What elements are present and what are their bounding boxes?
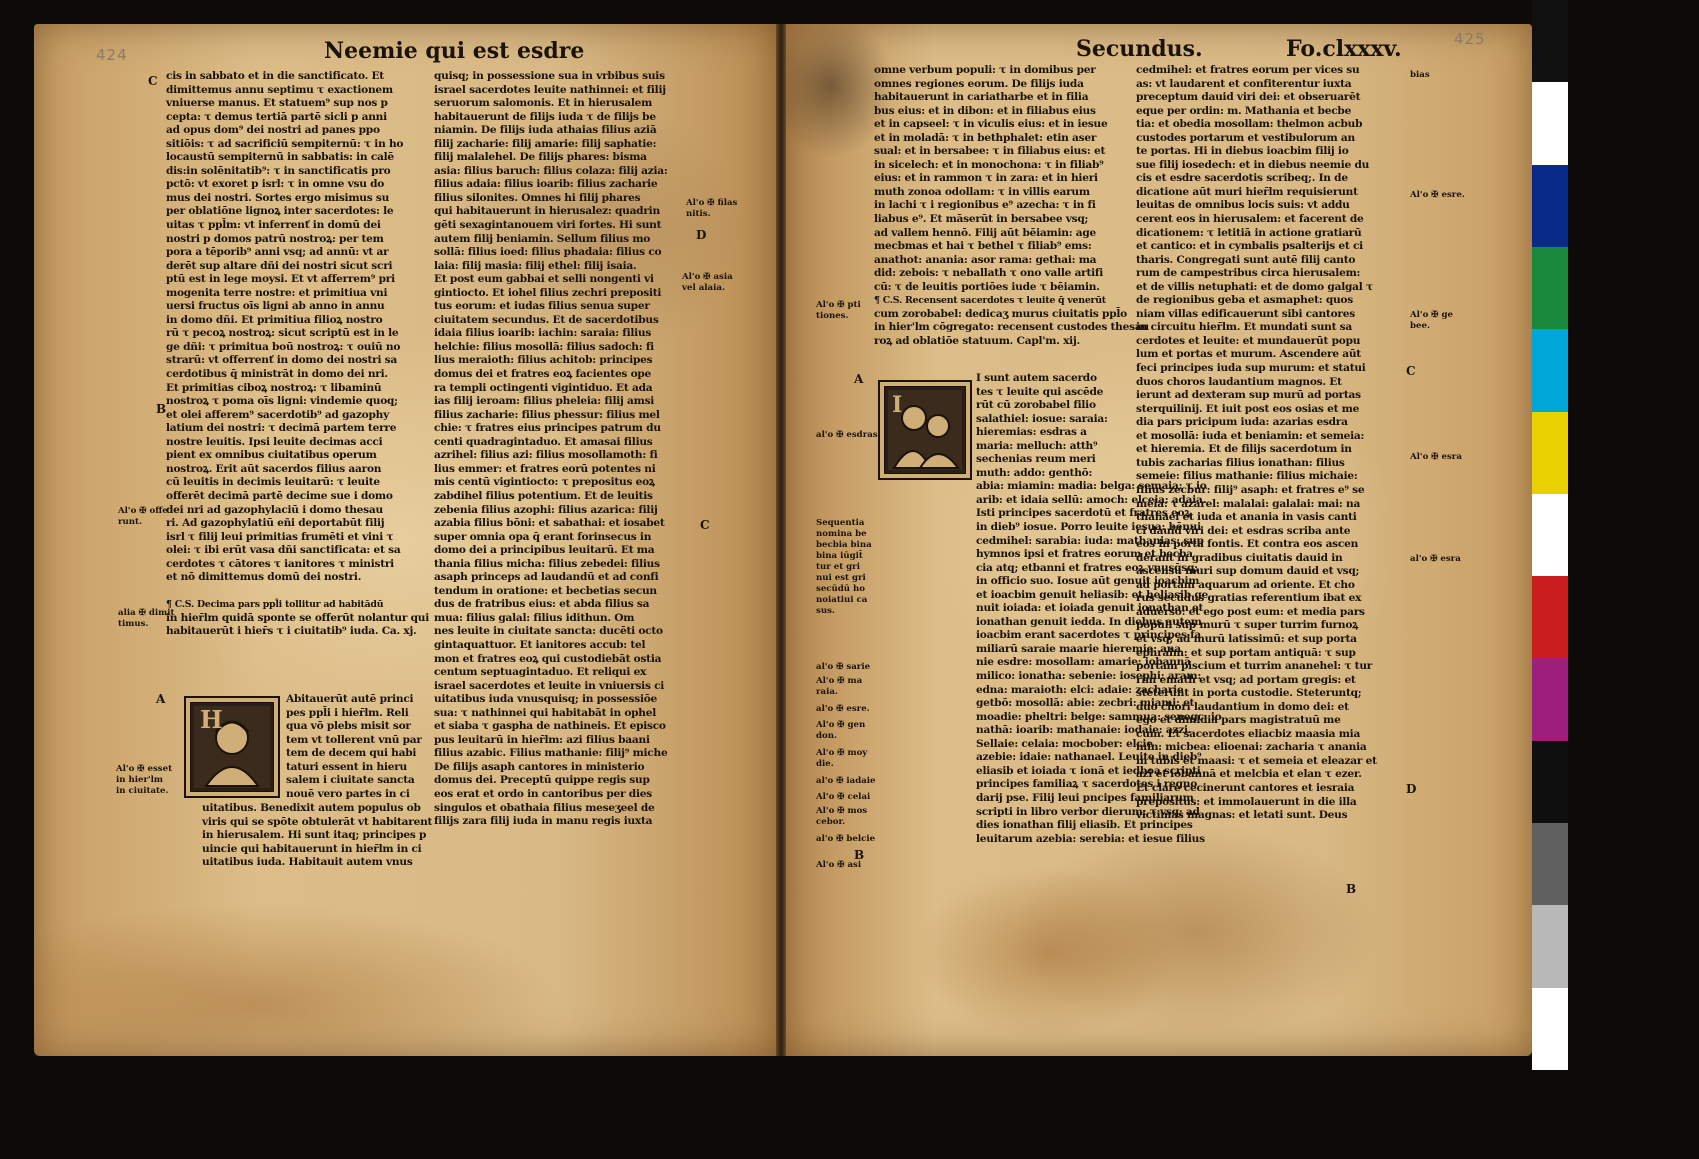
text-line: hieremias: esdras a <box>976 426 1087 439</box>
text-line: tem vt tollerent vnū par <box>286 733 422 746</box>
margin-note-right-13: Al'o ✠ asi <box>816 860 862 870</box>
text-line: steterunt in porta custodie. Steteruntq; <box>1136 687 1362 700</box>
text-line: Et clare cecinerunt cantores et iesraia <box>1136 781 1355 794</box>
text-line: isrl τ filij leui primitias frumēti et vini τ <box>166 530 394 543</box>
text-line: thania filius micha: filius zebedei: filius <box>434 557 660 570</box>
text-line: israel sacerdotes leuite nathinnei: et filij <box>434 83 666 96</box>
margin-note-right-7: Al'o ✠ gen don. <box>816 720 866 741</box>
color-swatch <box>1532 988 1568 1070</box>
text-line: nathā: ioarib: mathanaie: iodaie: azzi. <box>976 724 1192 737</box>
text-line: niamin. De filijs iuda athaias filius aziā <box>434 124 657 137</box>
margin-note-left-5: Al'o ✠ esset in hier'lm in ciuitate. <box>116 764 173 796</box>
text-line: aduerso: et ego post eum: et media pars <box>1136 605 1365 618</box>
color-calibration-strip <box>1532 0 1568 1070</box>
margin-note-left-1: Al'o ✠ filas nitis. <box>686 198 738 219</box>
text-line: tubis zacharias filius ionathan: filius <box>1136 456 1345 469</box>
text-line: ¶ C.S. Decima pars ppl̄i tollitur ad habitādū <box>166 599 384 611</box>
woodcut-figures-icon <box>880 382 970 478</box>
color-swatch <box>1532 905 1568 987</box>
text-line: principes familiaꝝ τ sacerdotes i regno <box>976 778 1198 791</box>
text-line: domo dei a principibus leuitarū. Et ma <box>434 544 655 557</box>
text-line: cedmihel: sarabia: iuda: mathanias: sup <box>976 534 1204 547</box>
text-line: habitauerūt i hier̄s τ i ciuitatib⁹ iuda. Ca. xj. <box>166 625 417 638</box>
text-line: et in capseel: τ in viculis eius: et in iesue <box>874 118 1108 131</box>
text-line: latium dei nostri: τ decimā partem terre <box>166 422 397 435</box>
text-line: nouē vero partes in ci <box>286 787 410 800</box>
margin-note-right-6: al'o ✠ esre. <box>816 704 870 714</box>
section-letter: A <box>156 692 166 706</box>
text-line <box>166 585 430 599</box>
text-line: liabus e⁹. Et māserūt in bersabee vsq; <box>874 213 1089 226</box>
text-line: qua vō plebs misit sor <box>286 720 411 733</box>
text-line: centi quadragintaduo. Et amasai filius <box>434 435 653 448</box>
text-line: rim emath et vsq; ad portam gregis: et <box>1136 673 1356 686</box>
color-swatch <box>1532 576 1568 658</box>
section-letter: D <box>1406 782 1417 796</box>
text-line: lius emmer: et fratres eorū potentes ni <box>434 462 656 475</box>
margin-note-right-3: Sequentia nomina be becbia bina bina iūgit̄ tur et gri nui est gri secūdū ho noiatiui ca sus. <box>816 518 872 616</box>
text-line: de regionibus geba et asmaphet: quos <box>1136 294 1353 307</box>
book-spread <box>34 24 1532 1056</box>
text-line: ioacbim erant sacerdotes τ principes fa <box>976 629 1202 642</box>
text-line: cerdotes τ cātores τ ianitores τ ministri <box>166 557 394 570</box>
text-line: prepositus: et immolauerunt in die illa <box>1136 795 1357 808</box>
text-line: dis:in solēnitatib⁹: τ in sanctificatis pro <box>166 164 391 177</box>
text-line: miliarū saraie maarie hieremie: ana <box>976 642 1181 655</box>
text-line: as: vt laudarent et confiterentur iuxta <box>1136 77 1352 90</box>
text-line: et mosollā: iuda et beniamin: et semeia: <box>1136 429 1365 442</box>
text-line: nostri p domos patrū nostroꝝ: per tem <box>166 232 384 245</box>
text-line: in dieb⁹ iosue. Porro leuite iesua: bēnui <box>976 521 1201 534</box>
text-line: Et primitias ciboꝝ nostroꝝ: τ libaminū <box>166 381 382 394</box>
text-line: muth zonoa odollam: τ in villis earum <box>874 185 1090 198</box>
left-column-1-after-woodcut <box>202 802 438 882</box>
text-line: tem de decem qui habi <box>286 747 417 760</box>
text-line: israel sacerdotes et leuite in vniuersis ci <box>434 679 665 692</box>
book-gutter <box>776 24 786 1056</box>
margin-note-right-4: al'o ✠ sarie <box>816 662 871 672</box>
color-swatch <box>1532 823 1568 905</box>
text-line: Isti principes sacerdotū et fratres eoꝝ <box>976 507 1191 520</box>
text-line: sue filij iosedech: et in diebus neemie du <box>1136 158 1370 171</box>
color-swatch <box>1532 82 1568 164</box>
text-line: pient ex omnibus ciuitatibus operum <box>166 449 377 462</box>
text-line: et nō dimittemus domū dei nostri. <box>166 571 362 584</box>
folio-pencil-number-right: 425 <box>1454 30 1486 48</box>
text-line: ascensu muri sup domum dauid et vsq; <box>1136 565 1360 578</box>
text-line: filius silonites. Omnes hi filij phares <box>434 191 641 204</box>
text-line: eius: et in rammon τ in zara: et in hieri <box>874 172 1098 185</box>
text-line: pes ppl̄i i hier̄lm. Reli <box>286 706 409 719</box>
running-head-right-title: Secundus. <box>1076 36 1203 62</box>
text-line: helchie: filius mosollā: filius sadoch: fi <box>434 340 654 353</box>
text-line: omne verbum populi: τ in domibus per <box>874 64 1096 76</box>
margin-note-right-2: al'o ✠ esdras <box>816 430 878 440</box>
left-page <box>34 24 776 1056</box>
text-line: gēti sexagintanouem viri fortes. Hi sunt <box>434 219 662 232</box>
text-line: rūt cū zorobabel filio <box>976 399 1096 412</box>
text-line: did: zebois: τ neballath τ ono valle artifi <box>874 267 1104 280</box>
woodcut-initial-i <box>878 380 972 480</box>
text-line: eos in porta fontis. Et contra eos ascen <box>1136 538 1359 551</box>
text-line: portam piscium et turrim ananehel: τ tur <box>1136 660 1373 673</box>
svg-text:I: I <box>892 392 903 418</box>
text-line: hymnos ipsi et fratres eorum et becba <box>976 548 1193 561</box>
text-line: min: micbea: elioenai: zacharia τ anania <box>1136 741 1367 754</box>
text-line: et siaba τ gaspha de nathineis. Et episco <box>434 720 666 733</box>
text-line: sterquilinij. Et iuit post eos osias et me <box>1136 402 1360 415</box>
text-line: salem i ciuitate sancta <box>286 774 415 787</box>
text-line: et in moladā: τ in bethphalet: etin aser <box>874 131 1097 144</box>
text-line: sua: τ nathinnei qui habitabāt in ophel <box>434 706 657 719</box>
text-line: eque per ordin: m. Mathania et becbe <box>1136 104 1352 117</box>
section-letter: B <box>854 848 865 862</box>
text-line: in lachi τ i regionibus e⁹ azecha: τ in fi <box>874 199 1096 212</box>
text-line: quisq; in possessione sua in vrbibus suis <box>434 70 665 82</box>
text-line: filij malalehel. De filijs phares: bisma <box>434 151 647 164</box>
margin-note-right-outer-5: al'o ✠ esra <box>1410 554 1461 564</box>
text-line: mogenita terre nostre: et primitiua vni <box>166 286 388 299</box>
color-swatch <box>1532 494 1568 576</box>
text-line: locaustū sempiternū in sabbatis: in calē <box>166 151 394 164</box>
right-column-1-after-woodcut <box>976 372 1222 972</box>
left-column-2 <box>434 70 694 890</box>
text-line: dia pars pricipum iuda: azarias esdra <box>1136 416 1348 429</box>
text-line: rus secūdus gratias referentium ibat ex <box>1136 592 1362 605</box>
text-line: ad portam aquarum ad oriente. Et cho <box>1136 578 1355 591</box>
text-line: mus dei nostri. Sortes ergo misimus su <box>166 191 390 204</box>
text-line: uincie qui habitauerunt in hier̄lm in ci <box>202 842 422 855</box>
text-line: nuit ioiada: et ioiada genuit ionathan et <box>976 602 1204 615</box>
text-line: olei: τ ibi erūt vasa dñi sanctificata: et sa <box>166 544 401 557</box>
text-line: azebie: idaie: nathanael. Leuite in dieb⁹ <box>976 751 1202 764</box>
text-line: nostroꝝ τ poma oīs ligni: vindemie quoq; <box>166 395 398 408</box>
text-line: populi sup murū τ super turrim furnoꝝ <box>1136 619 1359 632</box>
text-line: ephraim: et sup portam antiquā: τ sup <box>1136 646 1356 659</box>
text-line: sual: et in bersabee: τ in filiabus eius: et <box>874 145 1106 158</box>
text-line: tendum in oratione: et becbetias secun <box>434 584 657 597</box>
text-line: zebenia filius azophi: filius azarica: filij <box>434 503 658 516</box>
section-letter: C <box>700 518 710 532</box>
text-line: et olei afferem⁹ sacerdotib⁹ ad gazophy <box>166 408 389 421</box>
text-line: idaia filius ioarib: iachin: saraia: filius <box>434 327 652 340</box>
text-line: filij zacharie: filij amarie: filij saphatie: <box>434 137 657 150</box>
text-line: muth: addo: genthō: <box>976 466 1093 479</box>
text-line: in hier'lm cōgregato: recensent custodes thesau <box>874 321 1149 334</box>
text-line: autem filij beniamin. Sellum filius mo <box>434 232 651 245</box>
right-column-2 <box>1136 64 1404 884</box>
text-line: cepta: τ demus tertiā partē sicli p anni <box>166 110 387 123</box>
text-line: semeie: filius mathanie: filius michaie: <box>1136 470 1358 483</box>
text-line: strarū: vt offerrenť in domo dei nostri sa <box>166 354 397 367</box>
text-line: singulos et obathaia filius meseʒeel de <box>434 801 655 814</box>
margin-note-left-4: alia ✠ dimit timus. <box>118 608 175 629</box>
text-line: dicationem: τ letitiā in actione gratiarū <box>1136 226 1362 239</box>
text-line: arib: et idaia sellū: amoch: elceia: adaia. <box>976 493 1207 506</box>
color-swatch <box>1532 0 1568 82</box>
margin-note-right-1: Al'o ✠ pti tiones. <box>816 300 861 321</box>
text-line: leuitas de omnibus locis suis: vt addu <box>1136 199 1350 212</box>
text-line: Sellaie: celaia: mocbober: elcie <box>976 737 1153 750</box>
text-line: qui habitauerunt in hierusalez: quadrin <box>434 205 660 218</box>
text-line: nostroꝝ. Erit aūt sacerdos filius aaron <box>166 462 382 475</box>
text-line: ci dauid viri dei: et esdras scriba ante <box>1136 524 1351 537</box>
text-line: super omnia opa q̄ erant forinsecus in <box>434 530 652 543</box>
margin-note-left-2: Al'o ✠ asia vel alaia. <box>682 272 733 293</box>
margin-note-right-11: Al'o ✠ mos cebor. <box>816 806 868 827</box>
woodcut-initial-h <box>184 696 280 798</box>
text-line: zabdihel filius potentium. Et de leuitis <box>434 489 653 502</box>
text-line: chie: τ fratres eius principes patrum du <box>434 422 661 435</box>
color-swatch <box>1532 247 1568 329</box>
text-line: milico: ionatha: sebenie: iosephi: aram: <box>976 670 1201 683</box>
text-line: ierunt ad dexteram sup murū ad portas <box>1136 389 1361 402</box>
text-line: ego et dimidia pars magistratuū me <box>1136 714 1341 727</box>
text-line: eliasib et ioiada τ ionā et iedboa scripti <box>976 764 1201 777</box>
text-line: vniuerse manus. Et statuem⁹ sup nos p <box>166 97 388 110</box>
text-line: habitauerunt in cariatharbe et in filia <box>874 91 1089 104</box>
text-line: sollā: filius ioed: filius phadaia: filius co <box>434 246 662 259</box>
text-line: salathiel: iosue: saraia: <box>976 412 1108 425</box>
text-line: ciuitatem secundus. Et de sacerdotibus <box>434 313 659 326</box>
margin-note-right-8: Al'o ✠ moy die. <box>816 748 868 769</box>
margin-note-right-outer-3: Al'o ✠ ge bee. <box>1410 310 1453 331</box>
text-line: derēt sup altare dñi dei nostri sicut scri <box>166 259 393 272</box>
text-line: et vsq; ad murū latissimū: et sup porta <box>1136 632 1357 645</box>
text-line: gintaquattuor. Et ianitores accub: tel <box>434 638 646 651</box>
text-line: sechenias reum meri <box>976 453 1096 466</box>
text-line: cum zorobabel: dedicaʒ murus ciuitatis ppl̄o <box>874 307 1127 320</box>
text-line: abia: miamin: madia: belga: semaia: τ io <box>976 480 1207 493</box>
text-line: mua: filius galal: filius idithun. Om <box>434 611 635 624</box>
text-line: feci principes iuda sup murum: et statui <box>1136 362 1366 375</box>
text-line: in tubis et maasi: τ et semeia et eleazar et <box>1136 754 1377 767</box>
color-swatch <box>1532 741 1568 823</box>
text-line: tus eorum: et iudas filius senua super <box>434 300 650 313</box>
section-letter: C <box>1406 364 1416 378</box>
text-line: in hierusalem. Hi sunt itaq; principes p <box>202 829 427 842</box>
text-line: ra templi octingenti vigintiduo. Et ada <box>434 381 653 394</box>
margin-note-right-outer-1: bias <box>1410 70 1430 80</box>
text-line: anathot: anania: asor rama: gethai: ma <box>874 253 1097 266</box>
text-line: mecbmas et hai τ bethel τ filiab⁹ ems: <box>874 240 1092 253</box>
text-line: lius meraioth: filius achitob: principes <box>434 354 653 367</box>
text-line: centum septuagintaduo. Et reliqui ex <box>434 666 647 679</box>
text-line: dies ionathan filij eliasib. Et principes <box>976 819 1193 832</box>
text-line: edna: maraioth: elci: adaie: zacharie <box>976 683 1184 696</box>
text-line: custodes portarum et vestibulorum an <box>1136 131 1355 144</box>
text-line: rum de campestribus circa hierusalem: <box>1136 267 1361 280</box>
text-line: dimittemus annu septimu τ exactionem <box>166 83 393 96</box>
section-letter: C <box>148 74 158 88</box>
margin-note-right-outer-4: Al'o ✠ esra <box>1410 452 1462 462</box>
text-line: tes τ leuite qui ascēde <box>976 385 1104 398</box>
text-line: in officio suo. Iosue aūt genuit ioacbim <box>976 575 1200 588</box>
color-swatch <box>1532 658 1568 740</box>
text-line: nostre leuitis. Ipsi leuite decimas acci <box>166 435 383 448</box>
text-line: duo chori laudantium in domo dei: et <box>1136 700 1349 713</box>
text-line: ad opus dom⁹ dei nostri ad panes ppo <box>166 124 380 137</box>
text-line: cerdotibus q̄ ministrāt in domo dei nri. <box>166 368 388 381</box>
text-line: cum. Et sacerdotes eliacbiz maasia mia <box>1136 727 1361 740</box>
text-line: cia atq; etbanni et fratres eoꝝ vnusq̄sq; <box>976 561 1198 574</box>
text-line: uitatibus. Benedixit autem populus ob <box>202 802 421 814</box>
text-line: azi et iobannā et melcbia et elan τ ezer. <box>1136 768 1362 781</box>
text-line: tia: et obedia mosollam: thelmon acbub <box>1136 118 1363 131</box>
text-line: darij pse. Filij leui pncipes familiarum <box>976 791 1194 804</box>
text-line: et cantico: et in cymbalis psalterijs et ci <box>1136 240 1363 253</box>
text-line: maria: melluch: atth⁹ <box>976 439 1098 452</box>
text-line: moadie: pheltri: belge: sammua: senegc: io <box>976 710 1222 723</box>
text-line: asaph princeps ad laudandū et ad confi <box>434 571 659 584</box>
section-letter: B <box>156 402 167 416</box>
text-line: scripti in libro verbor dierum: τ vsq; ad <box>976 805 1200 818</box>
text-line: domus dei. Preceptū quippe regis sup <box>434 774 650 787</box>
text-line: cerdotes et leuite: et mundauerūt popu <box>1136 334 1361 347</box>
text-line: cis in sabbato et in die sanctificato. Et <box>166 70 384 82</box>
text-line: in circuitu hier̄lm. Et mundati sunt sa <box>1136 321 1353 334</box>
text-line: uitas τ ppl̄m: vt inferrenť in domū dei <box>166 219 381 232</box>
folio-pencil-number-left: 424 <box>96 46 128 64</box>
text-line: ¶ C.S. Recensent sacerdotes τ leuite q̄ venerūt <box>874 295 1106 307</box>
left-column-1-woodcut-wrap <box>286 693 436 813</box>
text-line: viris qui se spōte obtulerāt vt habitarent <box>202 815 433 828</box>
text-line: filius azabic. Filius mathanie: filij⁹ miche <box>434 747 668 760</box>
text-line: cū leuitis in decimis leuitarū: τ leuite <box>166 476 380 489</box>
text-line: uitatibus iuda vnusquisq; in possessiōe <box>434 693 658 706</box>
text-line: et hieremia. Et de filijs sacerdotum in <box>1136 443 1352 456</box>
text-line: uersi fructus oīs ligni ab anno in annu <box>166 300 385 313</box>
text-line: cedmihel: et fratres eorum per vices su <box>1136 64 1360 76</box>
text-line: cerent eos in hierusalem: et facerent de <box>1136 213 1364 226</box>
text-line: uitatibus iuda. Habitauit autem vnus <box>202 856 413 869</box>
text-line: Abitauerūt autē princi <box>286 693 414 705</box>
section-letter: B <box>1346 882 1357 896</box>
text-line: pctō: vt exoret p isrl: τ in omne vsu do <box>166 178 385 191</box>
text-line: preceptum dauid viri dei: et obseruarēt <box>1136 91 1361 104</box>
text-line: getbō: mosollā: abie: zecbri: miami: et <box>976 697 1195 710</box>
text-line: nie esdre: mosollam: amarie: iobannā <box>976 656 1191 669</box>
text-line: victimas magnas: et letati sunt. Deus <box>1136 809 1348 822</box>
text-line: sitiōis: τ ad sacrificiū sempiternū: τ in ho <box>166 137 404 150</box>
text-line: cis et esdre sacerdotis scribeq;. In de <box>1136 172 1348 185</box>
text-line: filius zacharie: filius phessur: filius mel <box>434 408 660 421</box>
text-line: duos choros laudantium magnos. Et <box>1136 375 1342 388</box>
text-line: in domo dñi. Et primitiua filioꝝ nostro <box>166 313 383 326</box>
text-line: laia: filij masia: filij ethel: filij isaia. <box>434 259 637 272</box>
text-line: azabia filius bōni: et sabathai: et iosabet <box>434 517 665 530</box>
text-line: habitauerunt de filijs iuda τ de filijs be <box>434 110 656 123</box>
woodcut-portrait-icon <box>186 698 278 796</box>
text-line: taturi essent in hieru <box>286 760 408 773</box>
text-line: roꝝ ad oblatiōe statuum. Capl'm. xij. <box>874 334 1080 347</box>
right-column-1 <box>874 64 1149 354</box>
text-line: nes leuite in ciuitate sancta: ducēti octo <box>434 625 663 638</box>
text-line: eos erat et ordo in cantoribus per dies <box>434 787 652 800</box>
svg-text:H: H <box>200 705 223 734</box>
text-line: domus dei et fratres eoꝝ facientes ope <box>434 368 652 381</box>
text-line: et ioacbim genuit heliasib: et heliasib ge <box>976 588 1208 601</box>
text-line: ri. Ad gazophylatiū eñi deportabūt filij <box>166 517 385 530</box>
text-line: ionathan genuit iedda. In diebus autem <box>976 615 1202 628</box>
margin-note-left-3: Al'o ✠ offe runt. <box>118 506 168 527</box>
right-page <box>786 24 1532 1056</box>
text-line: et de villis netuphati: et de domo galgal τ <box>1136 280 1373 293</box>
left-column-1 <box>166 70 430 650</box>
text-line: ias filij ieroam: filius pheleia: filij amsi <box>434 395 655 408</box>
text-line: rū τ pecoꝝ nostroꝝ: sicut scriptū est in le <box>166 327 399 340</box>
text-line: ptū est in lege moysi. Et vt afferrem⁹ pri <box>166 273 395 286</box>
margin-note-right-5: Al'o ✠ ma raia. <box>816 676 863 697</box>
text-line: per oblatiōne lignoꝝ inter sacerdotes: le <box>166 205 394 218</box>
color-swatch <box>1532 329 1568 411</box>
margin-note-right-outer-2: Al'o ✠ esre. <box>1410 190 1465 200</box>
margin-note-right-9: al'o ✠ iadaie <box>816 776 876 786</box>
color-swatch <box>1532 165 1568 247</box>
text-line: dicatione aūt muri hier̄lm requisierunt <box>1136 185 1358 198</box>
text-line: niam villas edificauerunt sibi cantores <box>1136 307 1355 320</box>
running-head-left: Neemie qui est esdre <box>324 38 585 64</box>
color-swatch <box>1532 412 1568 494</box>
text-line: seruorum salomonis. Et in hierusalem <box>434 97 653 110</box>
text-line: offerēt decimā partē decime sue i domo <box>166 489 393 502</box>
text-line: pora a tēporib⁹ anni vsq; ad annū: vt ar <box>166 246 389 259</box>
text-line: in hier̄lm quidā sponte se offerūt nolantur qui <box>166 611 429 624</box>
margin-note-right-12: al'o ✠ belcie <box>816 834 876 844</box>
text-line: I sunt autem sacerdo <box>976 372 1097 384</box>
text-line: lum et portas et murum. Ascendere aūt <box>1136 348 1361 361</box>
text-line: mis centū vigintiocto: τ prepositus eoꝝ <box>434 476 655 489</box>
text-line: Et post eum gabbai et selli nongenti vi <box>434 273 654 286</box>
text-line: cū: τ de leuitis portiōes iude τ bēiamin. <box>874 280 1100 293</box>
text-line: thanael et iuda et anania in vasis canti <box>1136 511 1357 524</box>
text-line: bus eius: et in dibon: et in filiabus eius <box>874 104 1096 117</box>
text-line: omnes regiones eorum. De filijs iuda <box>874 77 1084 90</box>
text-line: ge dñi: τ primitua boū nostroꝝ: τ ouiū no <box>166 340 401 353</box>
text-line: filius adaia: filius ioarib: filius zacharie <box>434 178 658 191</box>
text-line: filijs zara filij iuda in manu regis iuxta <box>434 815 653 828</box>
text-line: dus de fratribus eius: et abda filius sa <box>434 598 650 611</box>
section-letter: D <box>696 228 707 242</box>
text-line: De filijs asaph cantores in ministerio <box>434 760 645 773</box>
text-line: leuitarum azebia: serebia: et iesue filius <box>976 832 1205 845</box>
margin-note-right-10: Al'o ✠ celai <box>816 792 871 802</box>
text-line: filius zecbur: filij⁹ asaph: et fratres e⁹ se <box>1136 483 1365 496</box>
text-line: gintiocto. Et iohel filius zechri prepositi <box>434 286 662 299</box>
text-line: dei nri ad gazophylaciū i domo thesau <box>166 503 383 516</box>
text-line: meia: τ azarel: malalai: galalai: mai: na <box>1136 497 1361 510</box>
text-line: derant in gradibus ciuitatis dauid in <box>1136 551 1343 564</box>
text-line: in sicelech: et in monochona: τ in filiab⁹ <box>874 158 1104 171</box>
running-head-folio: Fo.clxxxv. <box>1286 36 1402 62</box>
section-letter: A <box>854 372 864 386</box>
text-line: te portas. Hi in diebus ioacbim filij io <box>1136 145 1349 158</box>
text-line: tharis. Congregati sunt autē filij canto <box>1136 253 1356 266</box>
text-line: asia: filius baruch: filius colaza: filij azia: <box>434 164 668 177</box>
text-line: mon et fratres eoꝝ qui custodiebāt ostia <box>434 652 662 665</box>
text-line: pus leuitarū in hier̄lm: azi filius baani <box>434 733 650 746</box>
text-line: azrihel: filius azi: filius mosollamoth: fi <box>434 449 658 462</box>
text-line: ad vallem hennō. Filij aūt bēiamin: age <box>874 226 1097 239</box>
